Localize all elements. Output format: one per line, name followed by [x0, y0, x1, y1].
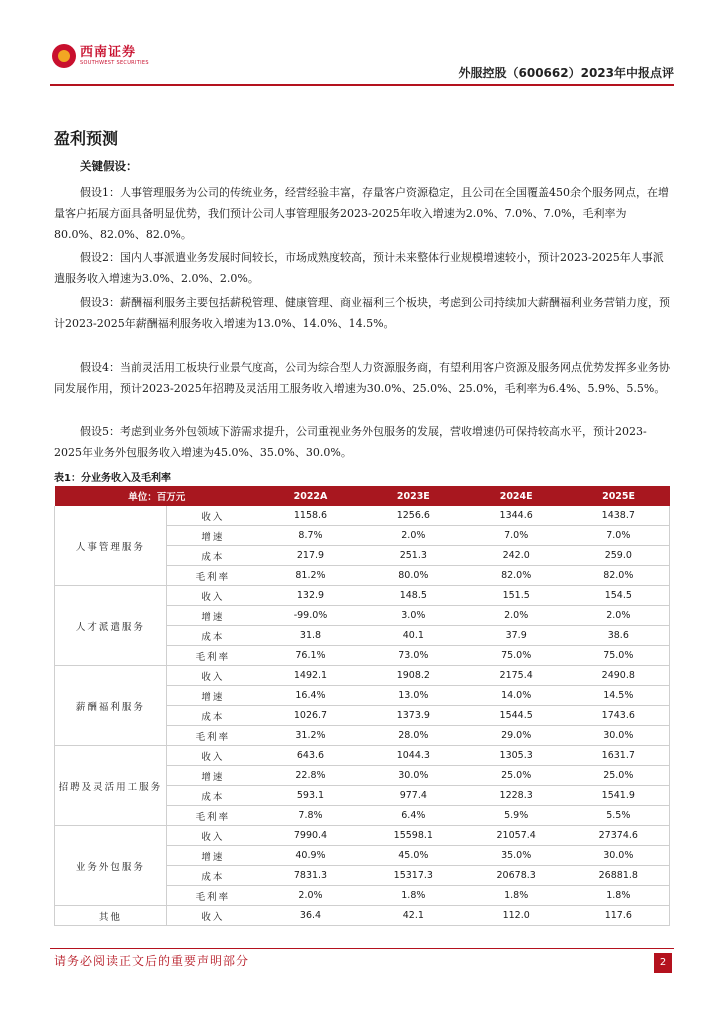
table-body	[55, 506, 670, 926]
value-cell: 1.8%	[465, 886, 568, 906]
value-cell: 26881.8	[568, 866, 670, 886]
value-cell: 132.9	[259, 586, 362, 606]
value-cell: 21057.4	[465, 826, 568, 846]
value-cell: 75.0%	[465, 646, 568, 666]
metric-label: 成本	[166, 706, 259, 726]
value-cell: 151.5	[465, 586, 568, 606]
value-cell: 27374.6	[568, 826, 670, 846]
metric-label: 收入	[166, 506, 259, 526]
assumption-paragraph-4: 假设4：当前灵活用工板块行业景气度高，公司为综合型人力资源服务商，有望利用客户资源及服务网点优势发挥多业务协同发展作用，预计2023-2025年招聘及灵活用工服务收入增速为30.0%、25.0%、25.0%，毛利率为6.4%、5.9%、5.5%。	[54, 361, 670, 395]
value-cell: 5.9%	[465, 806, 568, 826]
value-cell: -99.0%	[259, 606, 362, 626]
value-cell: 36.4	[259, 906, 362, 926]
value-cell: 217.9	[259, 546, 362, 566]
value-cell: 1344.6	[465, 506, 568, 526]
value-cell: 30.0%	[568, 726, 670, 746]
value-cell: 25.0%	[465, 766, 568, 786]
value-cell: 7990.4	[259, 826, 362, 846]
value-cell: 251.3	[362, 546, 465, 566]
metric-label: 成本	[166, 866, 259, 886]
value-cell: 2490.8	[568, 666, 670, 686]
table-row	[55, 826, 670, 846]
value-cell: 76.1%	[259, 646, 362, 666]
value-cell: 1305.3	[465, 746, 568, 766]
assumption-paragraph-1: 假设1：人事管理服务为公司的传统业务，经营经验丰富，存量客户资源稳定，且公司在全国覆盖450余个服务网点，在增量客户拓展方面具备明显优势，我们预计公司人事管理服务2023-2025年收入增速为2.0%、7.0%、7.0%，毛利率为80.0%、82.0%、82.0%。	[54, 186, 669, 241]
value-cell: 259.0	[568, 546, 670, 566]
table-row	[55, 586, 670, 606]
value-cell: 1256.6	[362, 506, 465, 526]
table-row	[55, 506, 670, 526]
value-cell: 16.4%	[259, 686, 362, 706]
metric-label: 毛利率	[166, 566, 259, 586]
value-cell: 7.8%	[259, 806, 362, 826]
value-cell: 38.6	[568, 626, 670, 646]
value-cell: 1438.7	[568, 506, 670, 526]
value-cell: 7.0%	[568, 526, 670, 546]
value-cell: 40.1	[362, 626, 465, 646]
value-cell: 154.5	[568, 586, 670, 606]
page-number: 2	[654, 953, 672, 973]
assumption-paragraph-5: 假设5：考虑到业务外包领域下游需求提升，公司重视业务外包服务的发展，营收增速仍可保持较高水平，预计2023-2025年业务外包服务收入增速为45.0%、35.0%、30.0%。	[54, 425, 647, 459]
value-cell: 13.0%	[362, 686, 465, 706]
value-cell: 42.1	[362, 906, 465, 926]
value-cell: 1158.6	[259, 506, 362, 526]
metric-label: 成本	[166, 546, 259, 566]
metric-label: 增速	[166, 766, 259, 786]
metric-label: 收入	[166, 746, 259, 766]
value-cell: 7831.3	[259, 866, 362, 886]
segment-name: 招聘及灵活用工服务	[55, 746, 167, 826]
value-cell: 30.0%	[568, 846, 670, 866]
metric-label: 增速	[166, 846, 259, 866]
logo-icon	[52, 44, 76, 68]
value-cell: 20678.3	[465, 866, 568, 886]
table-header-row	[55, 486, 670, 506]
value-cell: 6.4%	[362, 806, 465, 826]
segment-name: 人事管理服务	[55, 506, 167, 586]
metric-label: 收入	[166, 826, 259, 846]
value-cell: 14.5%	[568, 686, 670, 706]
metric-label: 成本	[166, 786, 259, 806]
value-cell: 2.0%	[362, 526, 465, 546]
value-cell: 1541.9	[568, 786, 670, 806]
value-cell: 40.9%	[259, 846, 362, 866]
value-cell: 35.0%	[465, 846, 568, 866]
value-cell: 2.0%	[465, 606, 568, 626]
value-cell: 82.0%	[465, 566, 568, 586]
value-cell: 22.8%	[259, 766, 362, 786]
segment-name: 人才派遣服务	[55, 586, 167, 666]
year-header: 2024E	[465, 486, 568, 506]
segment-name: 薪酬福利服务	[55, 666, 167, 746]
value-cell: 1044.3	[362, 746, 465, 766]
value-cell: 31.2%	[259, 726, 362, 746]
value-cell: 1492.1	[259, 666, 362, 686]
metric-label: 收入	[166, 666, 259, 686]
value-cell: 7.0%	[465, 526, 568, 546]
value-cell: 117.6	[568, 906, 670, 926]
value-cell: 73.0%	[362, 646, 465, 666]
assumption-paragraph-2: 假设2：国内人事派遣业务发展时间较长，市场成熟度较高，预计未来整体行业规模增速较小，预计2023-2025年人事派遣服务收入增速为3.0%、2.0%、2.0%。	[54, 251, 664, 285]
value-cell: 8.7%	[259, 526, 362, 546]
value-cell: 75.0%	[568, 646, 670, 666]
value-cell: 28.0%	[362, 726, 465, 746]
metric-label: 增速	[166, 686, 259, 706]
metric-label: 增速	[166, 526, 259, 546]
value-cell: 1631.7	[568, 746, 670, 766]
value-cell: 37.9	[465, 626, 568, 646]
key-assumptions-heading: 关键假设：	[80, 159, 138, 173]
value-cell: 112.0	[465, 906, 568, 926]
metric-label: 收入	[166, 906, 259, 926]
value-cell: 1743.6	[568, 706, 670, 726]
value-cell: 2.0%	[568, 606, 670, 626]
value-cell: 31.8	[259, 626, 362, 646]
footer-divider	[50, 948, 674, 949]
metric-label: 毛利率	[166, 646, 259, 666]
value-cell: 29.0%	[465, 726, 568, 746]
value-cell: 148.5	[362, 586, 465, 606]
value-cell: 242.0	[465, 546, 568, 566]
value-cell: 15598.1	[362, 826, 465, 846]
metric-label: 收入	[166, 586, 259, 606]
segment-name: 业务外包服务	[55, 826, 167, 906]
value-cell: 14.0%	[465, 686, 568, 706]
value-cell: 2175.4	[465, 666, 568, 686]
value-cell: 15317.3	[362, 866, 465, 886]
table-caption: 表1：分业务收入及毛利率	[54, 473, 171, 484]
table-row	[55, 906, 670, 926]
year-header: 2023E	[362, 486, 465, 506]
value-cell: 1373.9	[362, 706, 465, 726]
assumption-paragraph-3: 假设3：薪酬福利服务主要包括薪税管理、健康管理、商业福利三个板块，考虑到公司持续加大薪酬福利业务营销力度，预计2023-2025年薪酬福利服务收入增速为13.0%、14.0%、14.5%。	[54, 296, 670, 330]
value-cell: 3.0%	[362, 606, 465, 626]
header-divider	[50, 84, 674, 86]
year-header: 2025E	[568, 486, 670, 506]
value-cell: 643.6	[259, 746, 362, 766]
value-cell: 80.0%	[362, 566, 465, 586]
table-row	[55, 746, 670, 766]
value-cell: 2.0%	[259, 886, 362, 906]
value-cell: 45.0%	[362, 846, 465, 866]
segment-name: 其他	[55, 906, 167, 926]
disclaimer-text: 请务必阅读正文后的重要声明部分	[54, 954, 250, 968]
value-cell: 1.8%	[568, 886, 670, 906]
value-cell: 5.5%	[568, 806, 670, 826]
value-cell: 30.0%	[362, 766, 465, 786]
value-cell: 25.0%	[568, 766, 670, 786]
value-cell: 1.8%	[362, 886, 465, 906]
value-cell: 81.2%	[259, 566, 362, 586]
table-row	[55, 666, 670, 686]
value-cell: 593.1	[259, 786, 362, 806]
metric-label: 毛利率	[166, 806, 259, 826]
metric-label: 成本	[166, 626, 259, 646]
metric-label: 增速	[166, 606, 259, 626]
segment-revenue-table	[54, 486, 670, 926]
company-logo	[52, 44, 149, 68]
value-cell: 1544.5	[465, 706, 568, 726]
metric-label: 毛利率	[166, 886, 259, 906]
value-cell: 977.4	[362, 786, 465, 806]
value-cell: 1228.3	[465, 786, 568, 806]
logo-english-name: SOUTHWEST SECURITIES	[80, 60, 149, 66]
section-title: 盈利预测	[54, 129, 119, 148]
metric-label: 毛利率	[166, 726, 259, 746]
unit-header: 单位：百万元	[55, 486, 260, 506]
year-header: 2022A	[259, 486, 362, 506]
value-cell: 1908.2	[362, 666, 465, 686]
logo-chinese-name: 西南证券	[80, 45, 137, 60]
value-cell: 82.0%	[568, 566, 670, 586]
value-cell: 1026.7	[259, 706, 362, 726]
report-title: 外服控股（600662）2023年中报点评	[458, 66, 674, 80]
